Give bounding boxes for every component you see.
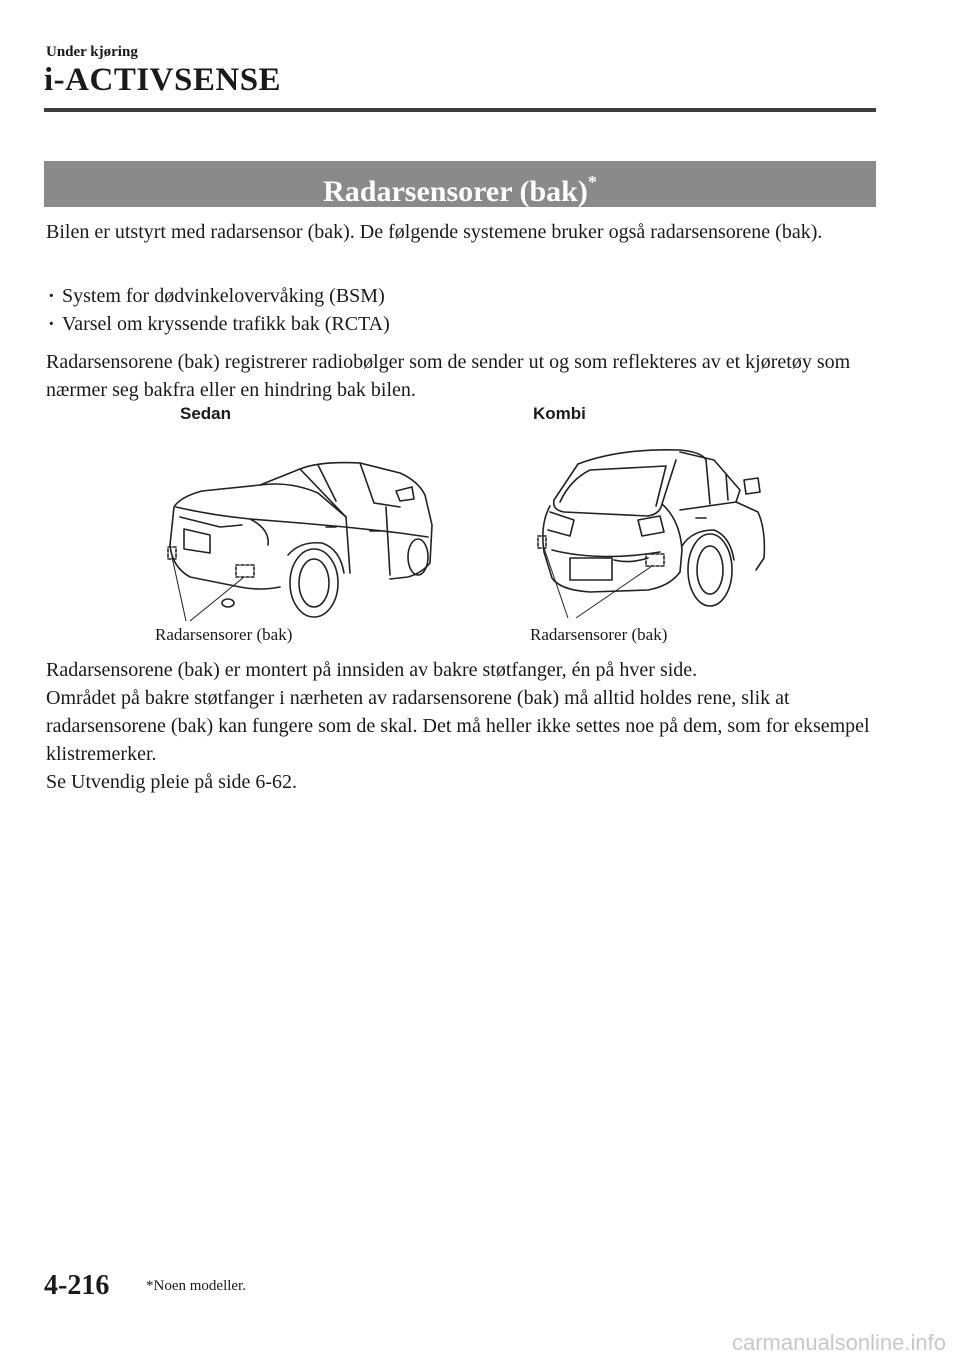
banner-asterisk: * bbox=[587, 172, 597, 192]
mounting-paragraph: Radarsensorene (bak) er montert på innsiden av bakre støtfanger, én på hver side. bbox=[46, 659, 698, 681]
sedan-illustration bbox=[150, 445, 450, 625]
detection-paragraph: Radarsensorene (bak) registrerer radiobølger som de sender ut og som reflekteres av et kjøretøy som nærmer seg bakfra eller en hindring bak bilen. bbox=[46, 351, 851, 401]
kombi-illustration bbox=[530, 440, 780, 625]
cross-reference: Se Utvendig pleie på side 6-62. bbox=[46, 771, 298, 793]
footnote: *Noen modeller. bbox=[146, 1278, 246, 1294]
figure-caption-sedan: Radarsensorer (bak) bbox=[155, 625, 293, 644]
list-item: · System for dødvinkelovervåking (BSM) bbox=[46, 282, 390, 310]
system-list bbox=[46, 282, 390, 338]
page-number: 4-216 bbox=[44, 1270, 110, 1301]
intro-paragraph: Bilen er utstyrt med radarsensor (bak). De følgende systemene bruker også radarsensorene (bak). bbox=[46, 221, 823, 243]
figure-title-kombi: Kombi bbox=[533, 404, 586, 423]
section-heading: i-ACTIVSENSE bbox=[44, 62, 282, 98]
banner-title: Radarsensorer (bak) bbox=[323, 175, 588, 208]
list-item: · Varsel om kryssende trafikk bak (RCTA) bbox=[46, 310, 390, 338]
figure-caption-kombi: Radarsensorer (bak) bbox=[530, 625, 668, 644]
cleaning-paragraph: Området på bakre støtfanger i nærheten av radarsensorene (bak) må alltid holdes rene, slik at radarsensorene (bak) kan fungere som de skal. Det må heller ikke settes noe på dem, som for eksempel klistremerker. bbox=[46, 687, 870, 765]
chapter-heading: Under kjøring bbox=[46, 44, 138, 60]
header-rule bbox=[44, 108, 876, 112]
section-banner bbox=[44, 161, 876, 207]
figure-title-sedan: Sedan bbox=[180, 404, 232, 423]
watermark: carmanualsonline.info bbox=[731, 1330, 946, 1355]
